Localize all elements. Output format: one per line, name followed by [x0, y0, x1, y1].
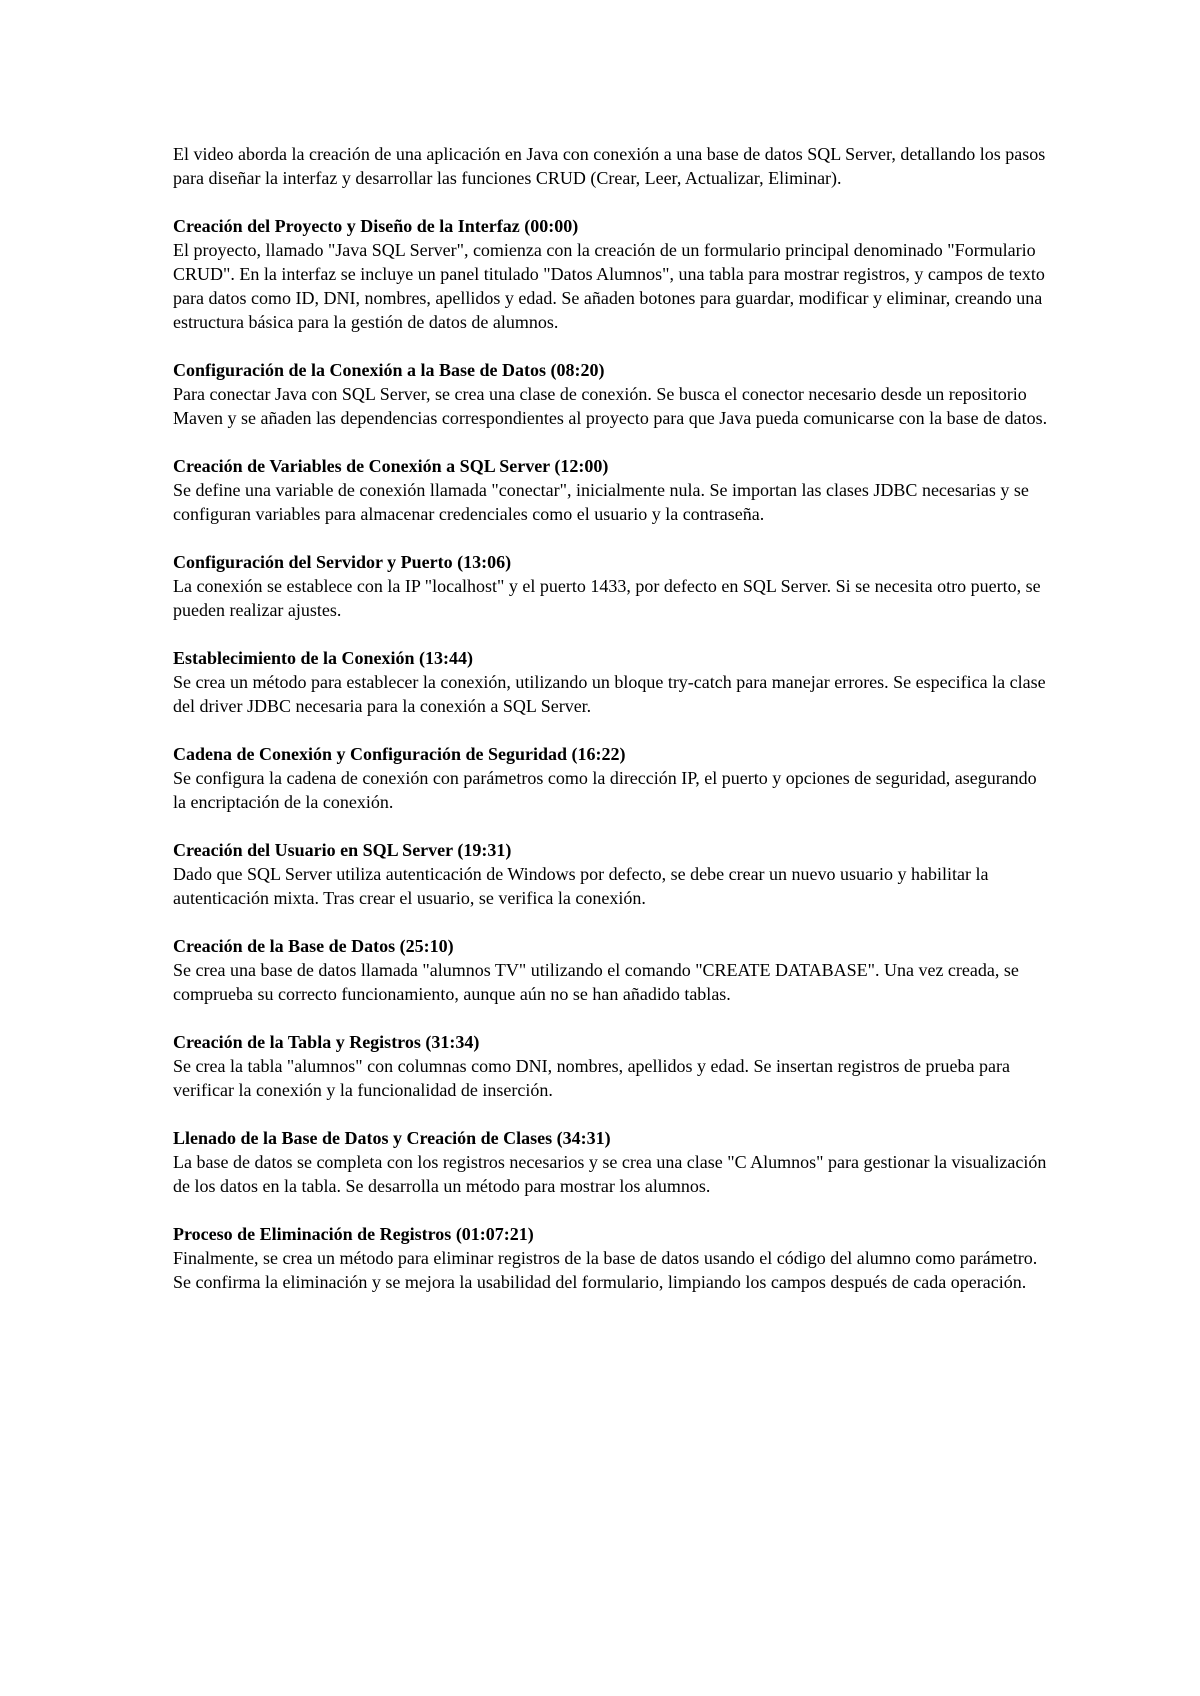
- section-heading: Creación de la Tabla y Registros (31:34): [173, 1032, 480, 1052]
- section-heading: Creación del Proyecto y Diseño de la Interfaz (00:00): [173, 216, 579, 236]
- section: [173, 1222, 1053, 1294]
- section-paragraph: Se crea un método para establecer la conexión, utilizando un bloque try-catch para manejar errores. Se especifica la clase del driver JDBC necesaria para la conexión a SQL Server.: [173, 672, 1046, 716]
- section-paragraph: El proyecto, llamado "Java SQL Server", comienza con la creación de un formulario principal denominado "Formulario CRUD". En la interfaz se incluye un panel titulado "Datos Alumnos", una tabla para mostrar registros, y campos de texto para datos como ID, DNI, nombres, apellidos y edad. Se añaden botones para guardar, modificar y eliminar, creando una estructura básica para la gestión de datos de alumnos.: [173, 240, 1045, 332]
- section-paragraph: La base de datos se completa con los registros necesarios y se crea una clase "C Alumnos" para gestionar la visualización de los datos en la tabla. Se desarrolla un método para mostrar los alumnos.: [173, 1152, 1047, 1196]
- section-paragraph: Para conectar Java con SQL Server, se crea una clase de conexión. Se busca el conector necesario desde un repositorio Maven y se añaden las dependencias correspondientes al proyecto para que Java pueda comunicarse con la base de datos.: [173, 384, 1048, 428]
- section-heading: Creación de la Base de Datos (25:10): [173, 936, 454, 956]
- intro-paragraph: El video aborda la creación de una aplicación en Java con conexión a una base de datos SQL Server, detallando los pasos para diseñar la interfaz y desarrollar las funciones CRUD (Crear, Leer, Actualizar, Eliminar).: [173, 144, 1046, 188]
- section: [173, 838, 1053, 910]
- section-heading: Creación de Variables de Conexión a SQL Server (12:00): [173, 456, 609, 476]
- section: [173, 454, 1053, 526]
- section-paragraph: Se crea una base de datos llamada "alumnos TV" utilizando el comando "CREATE DATABASE". Una vez creada, se comprueba su correcto funcionamiento, aunque aún no se han añadido tablas.: [173, 960, 1019, 1004]
- section-heading: Proceso de Eliminación de Registros (01:07:21): [173, 1224, 534, 1244]
- section-heading: Configuración de la Conexión a la Base de Datos (08:20): [173, 360, 605, 380]
- section-heading: Llenado de la Base de Datos y Creación de Clases (34:31): [173, 1128, 611, 1148]
- section-heading: Cadena de Conexión y Configuración de Seguridad (16:22): [173, 744, 626, 764]
- section-paragraph: La conexión se establece con la IP "localhost" y el puerto 1433, por defecto en SQL Server. Si se necesita otro puerto, se pueden realizar ajustes.: [173, 576, 1041, 620]
- section: [173, 934, 1053, 1006]
- section-paragraph: Dado que SQL Server utiliza autenticación de Windows por defecto, se debe crear un nuevo usuario y habilitar la autenticación mixta. Tras crear el usuario, se verifica la conexión.: [173, 864, 989, 908]
- section: [173, 742, 1053, 814]
- section: [173, 214, 1053, 334]
- section-heading: Configuración del Servidor y Puerto (13:06): [173, 552, 512, 572]
- section-heading: Creación del Usuario en SQL Server (19:31): [173, 840, 512, 860]
- section: [173, 358, 1053, 430]
- section: [173, 1126, 1053, 1198]
- section-paragraph: Se define una variable de conexión llamada "conectar", inicialmente nula. Se importan las clases JDBC necesarias y se configuran variables para almacenar credenciales como el usuario y la contraseña.: [173, 480, 1029, 524]
- section: [173, 1030, 1053, 1102]
- section: [173, 646, 1053, 718]
- section-paragraph: Finalmente, se crea un método para eliminar registros de la base de datos usando el código del alumno como parámetro. Se confirma la eliminación y se mejora la usabilidad del formulario, limpiando los campos después de cada operación.: [173, 1248, 1038, 1292]
- section-paragraph: Se configura la cadena de conexión con parámetros como la dirección IP, el puerto y opciones de seguridad, asegurando la encriptación de la conexión.: [173, 768, 1037, 812]
- section: [173, 550, 1053, 622]
- section-heading: Establecimiento de la Conexión (13:44): [173, 648, 473, 668]
- section-paragraph: Se crea la tabla "alumnos" con columnas como DNI, nombres, apellidos y edad. Se insertan registros de prueba para verificar la conexión y la funcionalidad de inserción.: [173, 1056, 1010, 1100]
- document-page: [173, 142, 1053, 1318]
